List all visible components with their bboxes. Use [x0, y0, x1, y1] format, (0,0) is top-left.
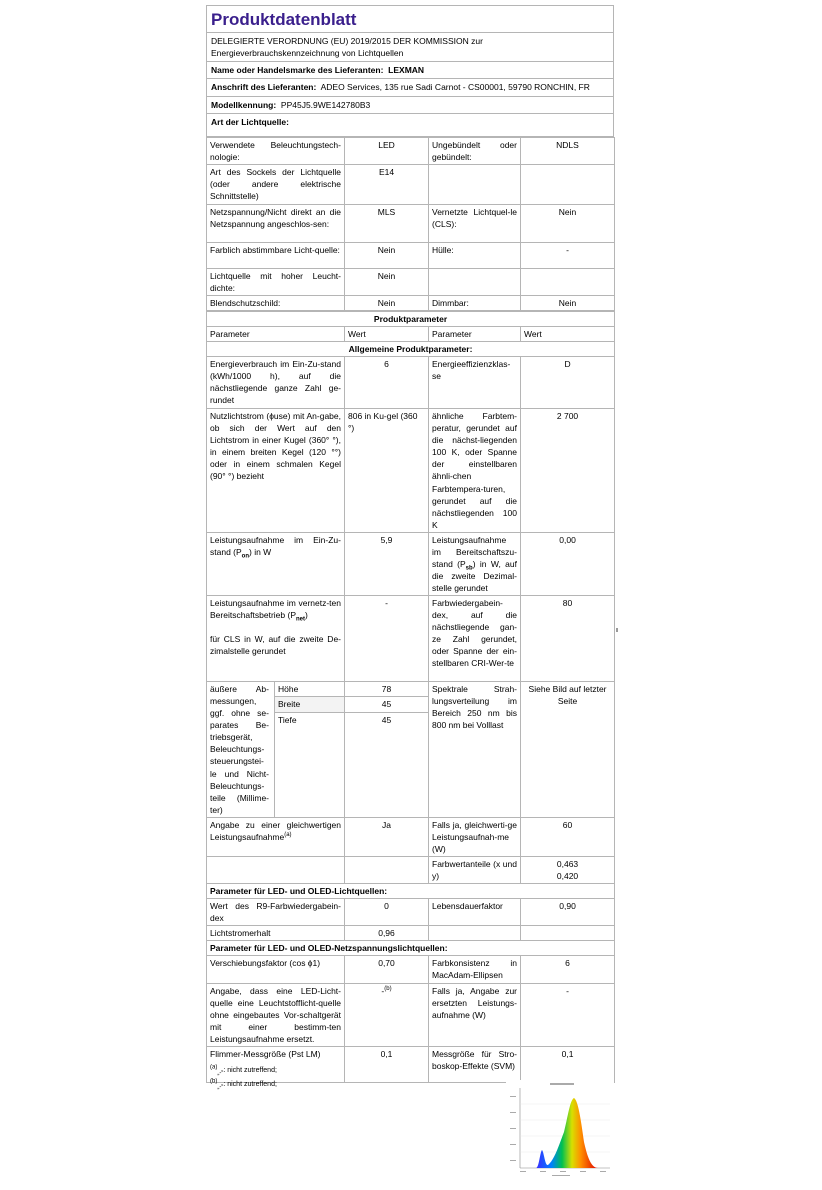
- table-row: [207, 926, 615, 941]
- networked-standby-value: -: [345, 596, 429, 682]
- footnote-b: $^{(b)}_{„-“}$: nicht zutreffend;: [210, 1078, 277, 1091]
- mains-parameters-heading: Parameter für LED- und OLED-Netzspannungslichtquellen:: [207, 941, 615, 956]
- table-row: [207, 682, 615, 697]
- connected-value: Nein: [521, 204, 615, 242]
- supplier-label: Name oder Handelsmarke des Lieferanten:: [211, 65, 384, 76]
- column-header-row: [207, 327, 615, 342]
- page-title: Produktdatenblatt: [206, 5, 614, 33]
- directional-value: NDLS: [521, 137, 615, 164]
- envelope-label: Hülle:: [429, 242, 521, 268]
- regulation-text: DELEGIERTE VERORDNUNG (EU) 2019/2015 DER KOMMISSION zur Energieverbrauchskennzeichnung von Lichtquellen: [206, 33, 614, 62]
- table-row: [207, 817, 615, 856]
- cap-type-label: Art des Sockels der Lichtquelle (oder andere elektrische Schnittstelle): [207, 164, 345, 204]
- empty-cell: [521, 926, 615, 941]
- model-label: Modellkennung:: [211, 99, 277, 110]
- directional-label: Ungebündelt oder gebündelt:: [429, 137, 521, 164]
- spectral-distribution-thumbnail: [506, 1080, 614, 1180]
- replaced-power-value: -: [521, 983, 615, 1046]
- product-parameters-table: [206, 311, 615, 1083]
- table-row: [207, 204, 615, 242]
- col-header-value: Wert: [345, 327, 429, 342]
- power-factor-label: Verschiebungsfaktor (cos ɸ1): [207, 956, 345, 983]
- luminous-flux-value: 806 in Ku-gel (360 °): [345, 409, 429, 533]
- empty-cell: [207, 856, 345, 883]
- table-row: [207, 268, 615, 295]
- color-temperature-value: 2 700: [521, 409, 615, 533]
- color-tuneable-label: Farblich abstimmbare Licht-quelle:: [207, 242, 345, 268]
- equivalent-power-claim-value: Ja: [345, 817, 429, 856]
- anti-glare-label: Blendschutzschild:: [207, 295, 345, 310]
- on-mode-power-value: 5,9: [345, 532, 429, 595]
- section-heading-row: [207, 884, 615, 899]
- high-luminance-label: Lichtquelle mit hoher Leucht-dichte:: [207, 268, 345, 295]
- general-parameters-heading: Allgemeine Produktparameter:: [207, 342, 615, 357]
- table-row: [207, 242, 615, 268]
- on-mode-power-label: Leistungsaufnahme im Ein-Zu-stand $(P_{on})$ in W: [207, 532, 345, 595]
- equivalent-power-label: Falls ja, gleichwerti-ge Leistungsaufnah-me (W): [429, 817, 521, 856]
- luminous-flux-label: Nutzlichtstrom (ɸuse) mit An-gabe, ob sich der Wert auf den Lichtstrom in einer Kugel (360° °), in einem breiten Kegel (120 °°) oder in einem schmalen Kegel (90° °) bezieht: [207, 409, 345, 533]
- energy-consumption-label: Energieverbrauch im Ein-Zu-stand (kWh/1000 h), auf die nächstliegende ganze Zahl ge-rundet: [207, 357, 345, 409]
- empty-cell: [521, 164, 615, 204]
- section-heading-row: [207, 941, 615, 956]
- color-tuneable-value: Nein: [345, 242, 429, 268]
- section-heading-row: [207, 342, 615, 357]
- spectral-distribution-label: Spektrale Strah-lungsverteilung im Bereich 250 nm bis 800 nm bei Volllast: [429, 682, 521, 818]
- equivalent-power-value: 60: [521, 817, 615, 856]
- width-value: 45: [345, 697, 429, 712]
- lamp-type-table: [206, 137, 615, 311]
- stroboscopic-metric-value: 0,1: [521, 1046, 615, 1082]
- flicker-metric-label: Flimmer-Messgröße (Pst LM): [207, 1046, 345, 1082]
- cap-type-value: E14: [345, 164, 429, 204]
- height-value: 78: [345, 682, 429, 697]
- standby-power-value: 0,00: [521, 532, 615, 595]
- anti-glare-value: Nein: [345, 295, 429, 310]
- table-row: [207, 295, 615, 310]
- empty-cell: [345, 856, 429, 883]
- r9-label: Wert des R9-Farbwiedergabein-dex: [207, 899, 345, 926]
- cri-value: 80: [521, 596, 615, 682]
- table-row: [207, 956, 615, 983]
- color-consistency-value: 6: [521, 956, 615, 983]
- dimensions-label: äußere Ab-messungen, ggf. ohne se-parates Be-triebsgerät, Beleuchtungs-steuerungstei-le und Nicht-Beleuchtungs-teile (Millime-ter): [207, 682, 275, 818]
- supplier-row: [206, 62, 614, 79]
- survival-factor-label: Lebensdauerfaktor: [429, 899, 521, 926]
- spectral-distribution-value: Siehe Bild auf letzter Seite: [521, 682, 615, 818]
- supplier-value: LEXMAN: [388, 65, 425, 76]
- empty-cell: [521, 268, 615, 295]
- power-factor-value: 0,70: [345, 956, 429, 983]
- table-row: [207, 409, 615, 533]
- table-row: [207, 357, 615, 409]
- table-row: [207, 596, 615, 682]
- lighting-technology-label: Verwendete Beleuchtungstech-nologie:: [207, 137, 345, 164]
- model-row: [206, 97, 614, 114]
- table-row: [207, 899, 615, 926]
- height-label: Höhe: [275, 682, 345, 697]
- product-parameters-heading: Produktparameter: [207, 311, 615, 326]
- fluorescent-replacement-value: -$^{(b)}$: [345, 983, 429, 1046]
- depth-label: Tiefe: [275, 712, 345, 817]
- model-value: PP45J5.9WE142780B3: [280, 99, 371, 110]
- survival-factor-value: 0,90: [521, 899, 615, 926]
- lumen-maintenance-value: 0,96: [345, 926, 429, 941]
- standby-power-label: Leistungsaufnahme im Bereitschaftszu-stand $(P_{sb})$ in W, auf die zweite Dezimal-stelle gerundet: [429, 532, 521, 595]
- cri-label: Farbwiedergabein-dex, auf die nächstliegende gan-ze Zahl gerundet, oder Spanne der ein-stellbaren CRI-Wer-te: [429, 596, 521, 682]
- networked-standby-label: Leistungsaufnahme im vernetz-ten Bereitschaftsbetrieb $(P_{net})$ für CLS in W, auf die zweite De-zimalstelle gerundet: [207, 596, 345, 682]
- energy-consumption-value: 6: [345, 357, 429, 409]
- led-parameters-heading: Parameter für LED- und OLED-Lichtquellen:: [207, 884, 615, 899]
- address-label: Anschrift des Lieferanten:: [211, 82, 317, 93]
- energy-class-label: Energieeffizienzklas-se: [429, 357, 521, 409]
- col-header-parameter-2: Parameter: [429, 327, 521, 342]
- footnote-a: $^{(a)}_{„-“}$: nicht zutreffend;: [210, 1064, 277, 1077]
- table-row: [207, 856, 615, 883]
- address-row: [206, 79, 614, 96]
- mains-value: MLS: [345, 204, 429, 242]
- col-header-value-2: Wert: [521, 327, 615, 342]
- table-row: [207, 137, 615, 164]
- flicker-metric-value: 0,1: [345, 1046, 429, 1082]
- table-row: [207, 164, 615, 204]
- envelope-value: -: [521, 242, 615, 268]
- empty-cell: [429, 926, 521, 941]
- connected-label: Vernetzte Lichtquel-le (CLS):: [429, 204, 521, 242]
- chromaticity-label: Farbwertanteile (x und y): [429, 856, 521, 883]
- stroboscopic-metric-label: Messgröße für Stro-boskop-Effekte (SVM): [429, 1046, 521, 1082]
- lumen-maintenance-label: Lichtstromerhalt: [207, 926, 345, 941]
- empty-cell: [429, 268, 521, 295]
- dimmable-value: Nein: [521, 295, 615, 310]
- fluorescent-replacement-label: Angabe, dass eine LED-Licht-quelle eine Leuchtstofflicht-quelle ohne eingebautes Vor-schaltgerät mit einer bestimm-ten Leistungsaufnahme ersetzt.: [207, 983, 345, 1046]
- high-luminance-value: Nein: [345, 268, 429, 295]
- table-row: [207, 983, 615, 1046]
- color-consistency-label: Farbkonsistenz in MacAdam-Ellipsen: [429, 956, 521, 983]
- lighting-technology-value: LED: [345, 137, 429, 164]
- empty-cell: [429, 164, 521, 204]
- section-heading-row: [207, 311, 615, 326]
- dimmable-label: Dimmbar:: [429, 295, 521, 310]
- col-header-parameter: Parameter: [207, 327, 345, 342]
- replaced-power-label: Falls ja, Angabe zur ersetzten Leistungs-aufnahme (W): [429, 983, 521, 1046]
- chromaticity-value: 0,463 0,420: [521, 856, 615, 883]
- lamp-type-heading: Art der Lichtquelle:: [206, 114, 614, 137]
- mains-label: Netzspannung/Nicht direkt an die Netzspannung angeschlos-sen:: [207, 204, 345, 242]
- equivalent-power-claim-label: Angabe zu einer gleichwertigen Leistungsaufnahme$^{(a)}$: [207, 817, 345, 856]
- address-value: ADEO Services, 135 rue Sadi Carnot - CS00001, 59790 RONCHIN, FR: [320, 82, 590, 93]
- page-marker: [616, 628, 618, 632]
- product-datasheet: [206, 5, 614, 1083]
- r9-value: 0: [345, 899, 429, 926]
- depth-value: 45: [345, 712, 429, 817]
- table-row: [207, 1046, 615, 1082]
- table-row: [207, 532, 615, 595]
- width-label: Breite: [275, 697, 345, 712]
- energy-class-value: D: [521, 357, 615, 409]
- color-temperature-label: ähnliche Farbtem-peratur, gerundet auf die nächst-liegenden 100 K, oder Spanne der einstellbaren ähnli-chen Farbtempera-turen, gerundet auf die nächstliegenden 100 K: [429, 409, 521, 533]
